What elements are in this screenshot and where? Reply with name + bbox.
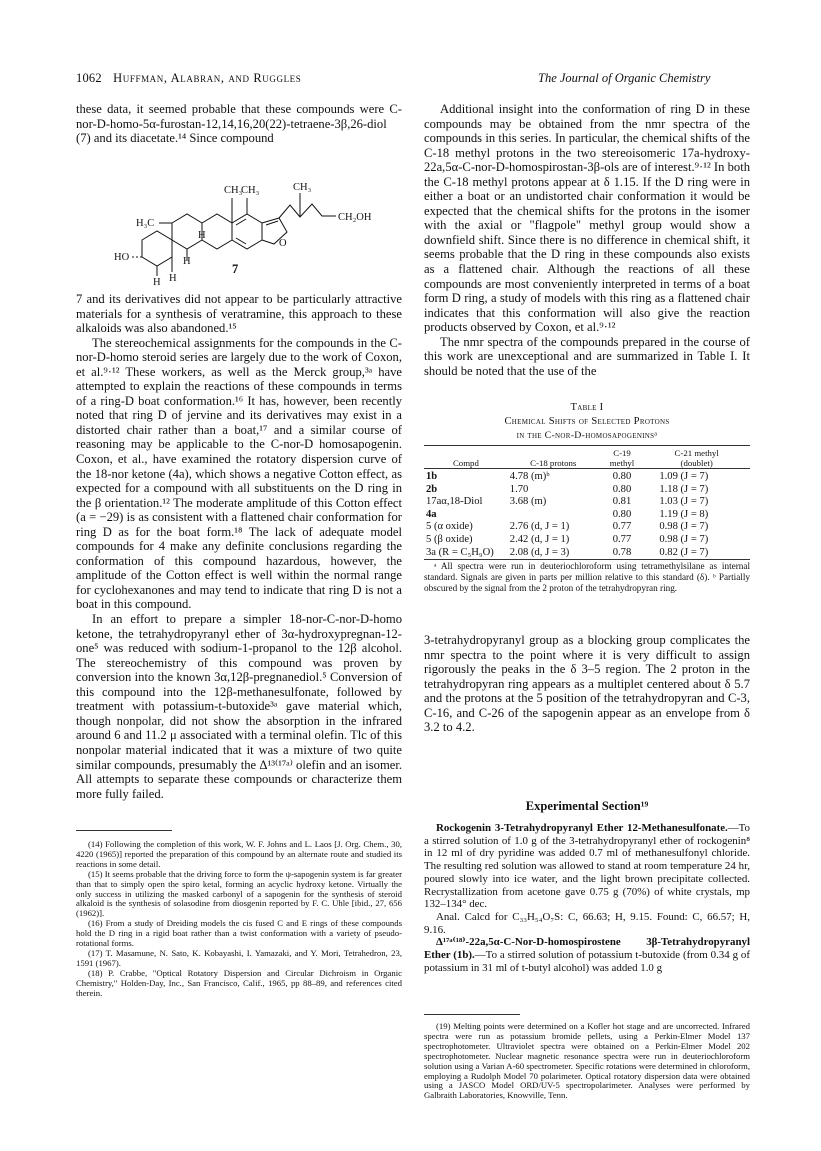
cell: 1.03 (J = 7) [659,496,709,508]
left-footnotes [76,840,402,999]
paragraph: 7 and its derivatives did not appear to be particularly attractive materials for a synthesis of veratramine, this approach to these alkaloids was also abandoned.¹⁵ [76,292,402,336]
cell: 0.98 (J = 7) [659,533,709,545]
cell: 1.09 (J = 7) [659,471,709,482]
cell: 5 (β oxide) [426,533,473,545]
paragraph: 3-tetrahydropyranyl group as a blocking group complicates the nmr spectra to the point where it is very difficult to assign rigorously the peaks in the δ 3–5 region. The 2 proton in the tetrahydropyran ring appears as a multiplet centered about δ 5.7 and the protons at the 5 position of the tetrahydropyran and C-3, C-16, and C-26 of the sapogenin appear as an envelope from δ 3.2 to 4.2. [424,633,750,735]
label-ch3-a: CH₃ [224,185,243,196]
paragraph: In an effort to prepare a simpler 18-nor-C-nor-D-homo ketone, the tetrahydropyranyl ether of 3α-hydroxypregnan-12-one⁵ was reduced with sodium-1-propanol to the 12β alcohol. The stereochemistry of this compound was proven by conversion into the known 3α,12β-pregnanediol.⁵ Conversion of this compound into the 12β-methanesulfonate, followed by treatment with potassium-t-butoxide³ᵃ gave material which, though nonpolar, did not show the absorption in the infrared around 6 and 11.2 μ associated with a terminal olefin. Tlc of this nonpolar material indicated that it was a mixture of two quite similar compounds, presumably the Δ¹³⁽¹⁷ᵃ⁾ olefin and an isomer. All attempts to separate these compounds or characterize them more fully failed. [76,612,402,801]
table-caption-1: Chemical Shifts of Selected Protons [504,416,670,427]
header-c21-top: C-21 methyl [674,448,719,458]
header-compd: Compd [452,458,479,468]
ring-d [232,214,262,249]
footnote-divider [424,1014,520,1015]
footnote: (16) From a study of Dreiding models the cis fused C and E rings of these compounds hold the D ring in a rigid boat rather than a twist conformation with a variety of pseudo-rotational forms. [76,918,402,949]
cell: 0.82 (J = 7) [659,546,709,558]
table-row [424,496,750,509]
footnote: (18) P. Crabbe, "Optical Rotatory Dispersion and Circular Dichroism in Organic Chemistry," Holden-Day, Inc., San Francisco, Calif., 1965, pp 88–89, and references cited therein. [76,967,402,998]
nmr-table [424,445,750,562]
footnote: (15) It seems probable that the driving force to form the ψ-sapogenin system is far greater than that to simply open the spiro ketal, forming an acyclic hydroxy ketone. Virtually the only success in utilizing the masked carbonyl of a sapogenin for the synthesis of steroid alkaloid is the synthesis of solasodine from diosgenin reported by F. C. Uhle [ibid., 27, 656 (1962)]. [76,868,402,919]
paragraph: these data, it seemed probable that these compounds were C-nor-D-homo-5α-furostan-12,14,16,20(22)-tetraene-3β,26-diol (7) and its diacetate.¹⁴ Since compound [76,102,402,146]
cell: 0.77 [612,533,632,545]
structure-figure-7 [112,160,372,300]
entry-text: —To a stirred solution of 1.0 g of the 3-tetrahydropyranyl ether of rockogenin⁸ in 12 ml of dry pyridine was added 0.7 ml of methanesulfonyl chloride. The resulting red solution was allowed to stand at room temperature 24 hr, poured slowly into ice water, and the light brown precipitate collected. Recrystallization from acetone gave 0.75 g (70%) of white crystals, mp 132–134° dec. [424,822,750,911]
footnote-divider [76,830,172,831]
table-title [424,401,750,443]
paragraph: Additional insight into the conformation of ring D in these compounds may be obtained from the nmr spectra of the compounds in this series. In particular, the chemical shifts of the C-18 methyl protons in the two stereoisomeric 17a-hydroxy-22a,5α-C-nor-D-homospirostan-3β-ols are of interest.⁹·¹² In both the C-18 methyl protons appear at δ 1.15. If the D ring were in either a boat or an undistorted chair conformation it would be expected that the chemical shifts for the protons in the isomer with the axial or "flagpole" methyl group would show a downfield shift. Since there is no difference in chemical shift, it seems probable that the D ring in these compounds also exists as a flattened chair. Although the reactions of all these compounds are most conveniently interpreted in terms of a boat form D ring, a study of models with this ring as a flattened chair indicates that this conformation will also give the reaction products observed by Coxon, et al.⁹·¹² [424,102,750,335]
steroid-structure-diagram [112,160,372,300]
label-h-a: H [198,230,206,241]
cell: 1.19 (J = 8) [659,508,709,520]
cell: 2.08 (d, J = 3) [509,546,570,558]
analysis-line: Anal. Calcd for C₃₃H₅₄O₇S: C, 66.63; H, 9.15. Found: C, 66.57; H, 9.16. [424,910,750,936]
cell: 17aα,18-Diol [426,496,483,508]
cell: 4.78 (m)ᵇ [509,471,550,482]
running-header-left [76,71,301,86]
table-row [424,471,750,484]
cell: 1b [426,471,438,482]
running-header-authors: Huffman, Alabran, and Ruggles [113,71,302,85]
cell: 1.18 (J = 7) [659,483,709,495]
cell: 0.80 [612,483,632,495]
cell: 2.76 (d, J = 1) [509,521,570,533]
header-c19-bottom: methyl [609,458,635,468]
entry-text: —To a stirred solution of potassium t-butoxide (from 0.34 g of potassium in 31 ml of t-butyl alcohol) was added 1.0 g [424,949,750,974]
cell: 3a (R = C₅H₉O) [426,546,494,558]
footnote: (14) Following the completion of this work, W. F. Johns and L. Laos [J. Org. Chem., 30, 4220 (1965)] reported the preparation of this compound by an alternate route and studied its reactions in some detail. [76,839,402,869]
header-c18: C-18 protons [530,458,577,468]
cell: 2.42 (d, J = 1) [509,533,570,545]
label-ho: HO [114,252,130,263]
paragraph: The nmr spectra of the compounds prepared in the course of this work are unexceptional and are summarized in Table I. It should be noted that the use of the [424,334,750,378]
running-header-journal: The Journal of Organic Chemistry [538,71,711,85]
cell: 1.70 [509,483,529,495]
cell: 5 (α oxide) [426,521,473,533]
cell: 0.80 [612,508,632,520]
label-h3c: H₃C [136,218,155,229]
experimental-body [424,822,750,974]
left-column-body [76,292,402,801]
table-footnote [424,561,750,593]
table-row [424,484,750,497]
right-column-continued [424,633,750,735]
label-ch3-b: CH₃ [241,185,260,196]
compound-label: 7 [232,262,239,276]
right-footnote [424,1022,750,1101]
label-h-c: H [153,277,161,288]
table-caption-2: in the C-nor-D-homosapogeninsᵃ [516,430,658,441]
footnote: (19) Melting points were determined on a Kofler hot stage and are uncorrected. Infrared spectra were run as potassium bromide pellets, using a Perkin-Elmer Model 137 spectrophotometer. Ultraviolet spectra were obtained on a Perkin-Elmer Model 202 spectrophotometer. Nuclear magnetic resonance spectra were run in deuteriochloroform solution using a Varian A-60 spectrometer. Specific rotations were determined in chloroform, employing a Rudolph Model 70 polarimeter. Optical rotatory dispersion data were obtained using a JASCO Model ORD/UV-5 spectropolarimeter. Analyses were performed by Galbraith Laboratories, Knowville, Tenn. [424,1021,750,1101]
label-h-b: H [183,256,191,267]
entry-title: Rockogenin 3-Tetrahydropyranyl Ether 12-Methanesulfonate. [436,822,728,834]
table-row [424,534,750,547]
cell: 0.80 [612,471,632,482]
ring-c [202,214,232,249]
cell: 0.98 (J = 7) [659,521,709,533]
cell: 3.68 (m) [509,496,547,508]
cell: 0.78 [612,546,632,558]
label-h-d: H [169,273,177,284]
entry-title: Δ¹⁷ᵃ⁽¹⁸⁾-22a,5α-C-Nor-D-homospirostene 3β-Tetrahydropyranyl Ether (1b). [424,936,750,962]
paragraph: The stereochemical assignments for the compounds in the C-nor-D-homo steroid series are largely due to the work of Coxon, et al.⁹·¹² These workers, as well as the Merck group,³ᵃ have attempted to explain the reactions of these compounds in terms of a ring-D boat conformation.¹⁶ It has, however, been recently noted that ring D of jervine and its derivatives may exist in a distorted chair rather than a boat,¹⁷ and a similar course of reasoning may be applicable to the C-nor-D homosapogenin. Coxon, et al., have examined the rotatory dispersion curve of the 18-nor ketone (4a), which shows a negative Cotton effect, as expected for a compound with all substituents on the D ring in the β orientation.¹² The moderate amplitude of this Cotton effect (a = −29) is as consistent with a flattened chair conformation for ring D as for the boat form.¹⁸ The lack of adequate model compounds for 4 make any definite conclusions regarding the conformation of this compound hazardous, however, the amplitude of the Cotton effect is well within the normal range for cyclohexanones and may tend to indicate that ring D is not a boat in this compound. [76,335,402,612]
table-row [424,509,750,522]
left-column-intro [76,102,402,146]
label-o: O [279,238,287,249]
label-ch2oh: CH₂OH [338,212,372,223]
ring-a [142,231,172,266]
right-column-body [424,102,750,378]
cell: 0.81 [612,496,632,508]
cell: 0.77 [612,521,632,533]
section-heading: Experimental Section¹⁹ [525,799,649,813]
cell: 4a [426,508,437,520]
table-label: Table I [570,402,604,413]
table-footnote-text: ᵃ All spectra were run in deuteriochloroform using tetramethylsilane as internal standard. Signals are given in parts per million relative to this standard (δ). ᵇ Partially obscured by the signal from the 2 proton of the tetrahydropyran ring. [424,561,750,593]
cell: 2b [426,483,438,495]
label-ch3-c: CH₃ [293,182,312,193]
table-row [424,547,750,560]
footnote: (17) T. Masamune, N. Sato, K. Kobayashi, I. Yamazaki, and Y. Mori, Tetrahedron, 23, 1591 (1967). [76,947,402,968]
table-row [424,521,750,534]
header-c19-top: C-19 [613,448,631,458]
cell [508,509,599,522]
page-number: 1062 [76,71,102,85]
header-c21-bottom: (doublet) [680,458,713,468]
